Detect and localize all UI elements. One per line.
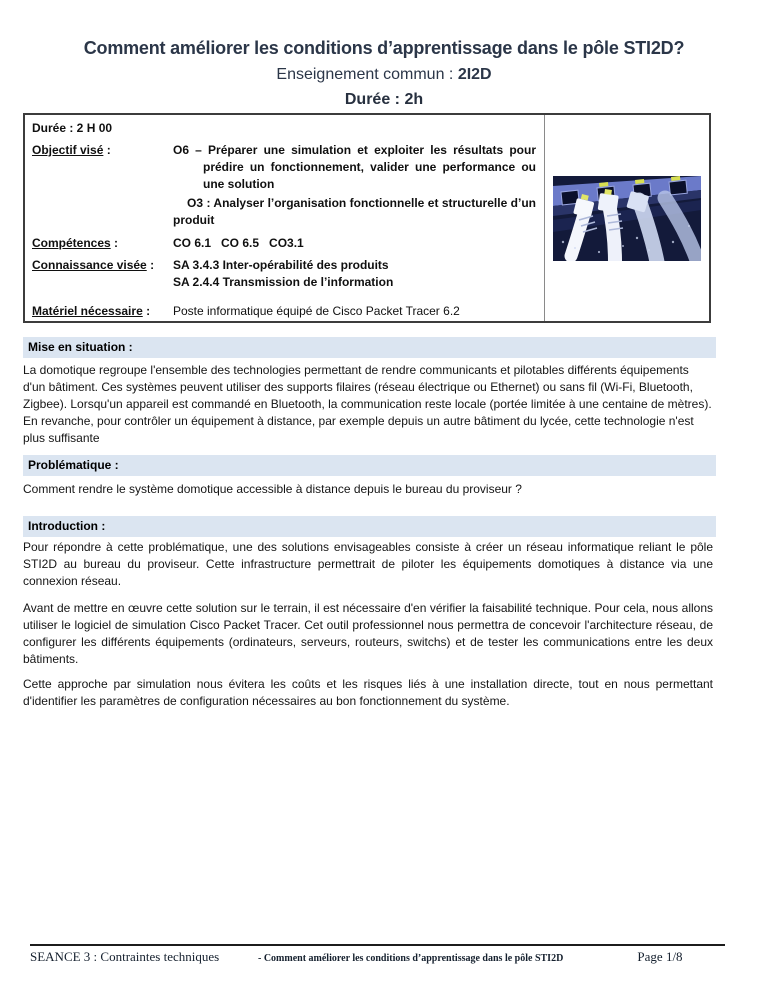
objectif-o6: O6 – Préparer une simulation et exploiter les résultats pour prédire un fonctionnement, valider une performance ou une solution [173,143,536,191]
footer-page-number: Page 1/8 [637,949,683,964]
connaissance-sa2: SA 2.4.4 Transmission de l’information [173,275,394,289]
info-table-left-cell [25,115,545,321]
objectif-content [173,142,536,229]
row-materiel [32,303,536,320]
row-competences [32,235,536,252]
introduction-para1: Pour répondre à cette problématique, une des solutions envisageables consiste à créer un réseau informatique reliant le pôle STI2D au bureau du proviseur. Cette infrastructure permettrait de piloter les équipements domotiques à distance via une connexion réseau. [23,540,713,588]
subtitle-prefix: Enseignement commun : [276,66,458,83]
connaissance-sa1: SA 3.4.3 Inter-opérabilité des produits [173,258,389,272]
connaissance-content [173,257,536,291]
row-duree [32,120,536,137]
introduction-para2: Avant de mettre en œuvre cette solution sur le terrain, il est nécessaire d'en vérifier la faisabilité technique. Pour cela, nous allons utiliser le logiciel de simulation Cisco Packet Tracer. Cet outil professionnel nous permettra de concevoir l'architecture réseau, de configurer les différents équipements (ordinateurs, serveurs, routeurs, switchs) et de tester les communications entre les deux bâtiments. [23,601,713,666]
introduction-para3: Cette approche par simulation nous évitera les coûts et les risques liés à une installation directe, tout en nous permettant d'identifier les paramètres de configuration nécessaires au bon fonctionnement du système. [23,677,713,708]
competences-label-cell [32,235,173,252]
row-objectif [32,142,536,229]
duree-label: Durée [32,121,67,135]
materiel-label: Matériel nécessaire [32,304,143,318]
connaissance-label: Connaissance visée [32,258,147,272]
competences-value: CO 6.1 CO 6.5 CO3.1 [173,236,304,250]
objectif-colon: : [103,143,111,157]
duree-value: : 2 H 00 [66,121,113,135]
page-subtitle [0,64,768,86]
problematique-body: Comment rendre le système domotique accessible à distance depuis le bureau du proviseur ? [23,482,522,496]
materiel-value: Poste informatique équipé de Cisco Packet Tracer 6.2 [173,304,460,318]
section-heading-problematique: Problématique : [23,455,716,476]
mise-en-situation-body: La domotique regroupe l'ensemble des technologies permettant de rendre communicants et pilotables différents équipements d'un bâtiment. Ces systèmes peuvent utiliser des supports filaires (réseau électrique ou Ethernet) ou sans fil (Wi-Fi, Bluetooth, Zigbee). Lorsqu'un appareil est commandé en Bluetooth, la communication reste locale (portée limitée à une centaine de mètres). En revanche, pour contrôler un équipement à distance, par exemple depuis un autre bâtiment du lycée, cette technologie n'est plus suffisante [23,363,712,445]
page-footer [30,949,725,965]
materiel-colon: : [142,304,151,318]
footer-document-title: - Comment améliorer les conditions d’apprentissage dans le pôle STI2D [258,953,564,964]
subtitle-course-code: 2I2D [457,66,492,83]
info-table [23,113,711,323]
competences-colon: : [110,236,119,250]
section-heading-mise-en-situation: Mise en situation : [23,337,716,358]
objectif-label: Objectif visé [32,143,104,157]
footer-seance: SEANCE 3 : Contraintes techniques [30,949,220,964]
duration-line: Durée : 2h [344,91,424,108]
connaissance-colon: : [146,258,155,272]
section-heading-introduction: Introduction : [23,516,716,537]
objectif-o3: O3 : Analyser l’organisation fonctionnelle et structurelle d’un produit [173,196,536,227]
materiel-label-cell [32,303,173,320]
objectif-label-cell [32,142,173,229]
competences-label: Compétences [32,236,111,250]
info-table-photo-cell [545,115,709,321]
connaissance-label-cell [32,257,173,291]
row-connaissance [32,257,536,291]
ethernet-cables-image [553,176,701,261]
footer-divider [30,944,725,946]
duree-line [32,120,112,137]
page-title: Comment améliorer les conditions d’apprentissage dans le pôle STI2D? [83,38,685,58]
